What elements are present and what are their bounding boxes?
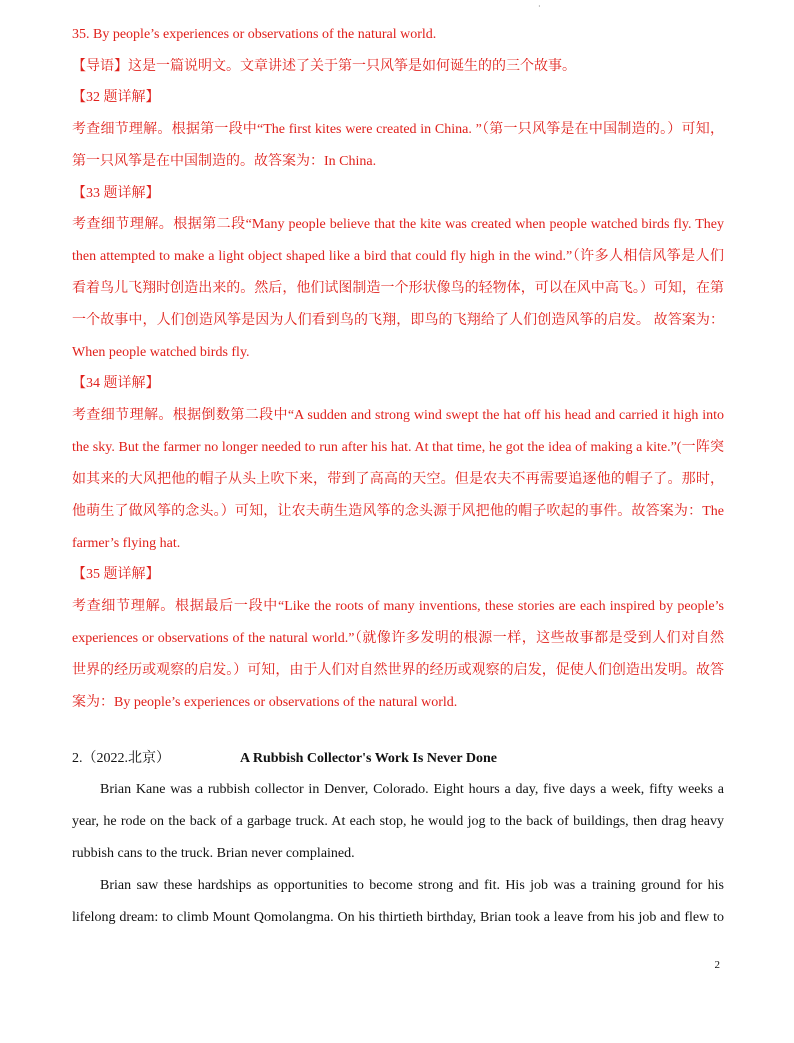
passage-title: A Rubbish Collector's Work Is Never Done: [240, 751, 497, 766]
q33-line-3: 看着鸟儿飞翔时创造出来的。然后，他们试图制造一个形状像鸟的轻物体，可以在风中高飞。）可知，在第: [72, 281, 724, 296]
q35-line-3: 世界的经历或观察的启发。）可知，由于人们对自然世界的经历或观察的启发，促使人们创造出发明。故答: [72, 663, 724, 678]
p1-line-1: Brian Kane was a rubbish collector in Denver, Colorado. Eight hours a day, five days a week, fifty weeks a: [100, 782, 724, 797]
q35-line-4: 案为：By people’s experiences or observations of the natural world.: [72, 695, 458, 710]
q33-line-1: 考查细节理解。根据第二段“Many people believe that the kite was created when people watched birds fly. They: [72, 217, 724, 232]
passage-number: 2.（2022.北京）: [72, 751, 170, 766]
q34-line-3: 如其来的大风把他的帽子从头上吹下来，带到了高高的天空。但是农夫不再需要追逐他的帽子了。那时，: [72, 472, 724, 487]
q33-header: 【33 题详解】: [72, 186, 160, 201]
q33-line-4: 一个故事中，人们创造风筝是因为人们看到鸟的飞翔，即鸟的飞翔给了人们创造风筝的启发。 故答案为：: [72, 313, 724, 328]
page-number: 2: [714, 959, 720, 971]
q33-line-5: When people watched birds fly.: [72, 345, 250, 360]
p2-line-1: Brian saw these hardships as opportunities to become strong and fit. His job was a training ground for his: [100, 878, 724, 893]
q34-header: 【34 题详解】: [72, 376, 160, 391]
p1-line-3: rubbish cans to the truck. Brian never complained.: [72, 846, 355, 861]
q34-line-4: 他萌生了做风筝的念头。）可知，让农夫萌生造风筝的念头源于风把他的帽子吹起的事件。故答案为：The: [72, 504, 724, 519]
q34-line-1: 考查细节理解。根据倒数第二段中“A sudden and strong wind swept the hat off his head and carried it high into: [72, 408, 724, 423]
q34-line-2: the sky. But the farmer no longer needed to run after his hat. At that time, he got the idea of making a kite.”(一阵突: [72, 440, 724, 455]
guide-line: 【导语】这是一篇说明文。文章讲述了关于第一只风筝是如何诞生的的三个故事。: [72, 59, 576, 74]
p2-line-2: lifelong dream: to climb Mount Qomolangma. On his thirtieth birthday, Brian took a leave from his job and flew to: [72, 910, 724, 925]
q32-line-2: 第一只风筝是在中国制造的。故答案为：In China.: [72, 154, 377, 169]
q34-line-5: farmer’s flying hat.: [72, 536, 181, 551]
q35-header: 【35 题详解】: [72, 567, 160, 582]
top-mark: ·: [538, 2, 541, 11]
q35-line-1: 考查细节理解。根据最后一段中“Like the roots of many inventions, these stories are each inspired by people’s: [72, 599, 724, 614]
q33-line-2: then attempted to make a light object shaped like a bird that could fly high in the wind.”（许多人相信风筝是人们: [72, 249, 724, 264]
q32-header: 【32 题详解】: [72, 90, 160, 105]
p1-line-2: year, he rode on the back of a garbage truck. At each stop, he would jog to the back of buildings, then drag heavy: [72, 814, 724, 829]
q32-line-1: 考查细节理解。根据第一段中“The first kites were created in China. ”（第一只风筝是在中国制造的。）可知，: [72, 122, 724, 137]
answer-35-line: 35. By people’s experiences or observations of the natural world.: [72, 27, 437, 42]
q35-line-2: experiences or observations of the natural world.”（就像许多发明的根源一样，这些故事都是受到人们对自然: [72, 631, 724, 646]
